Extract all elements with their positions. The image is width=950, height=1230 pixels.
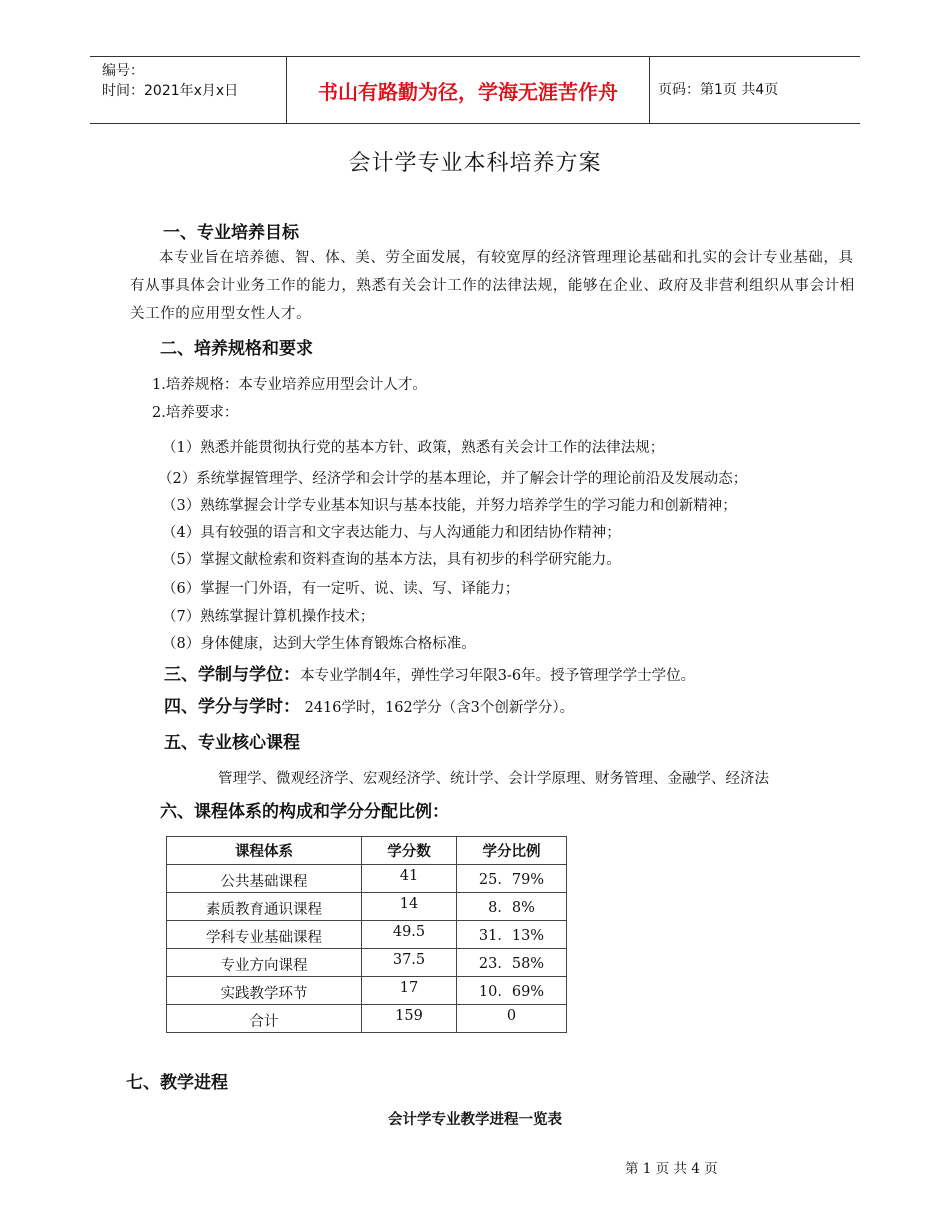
table-header-row: [167, 837, 567, 865]
section3: [164, 661, 695, 690]
credit-value: 14: [362, 893, 457, 921]
section1-body: 本专业旨在培养德、智、体、美、劳全面发展，有较宽厚的经济管理理论基础和扎实的会计专业基础，具有从事具体会计业务工作的能力，熟悉有关会计工作的法律法规，能够在企业、政府及非营利组织从事会计相关工作的应用型女性人才。: [130, 250, 855, 322]
section2-req-label: 2.培养要求：: [152, 405, 239, 421]
credit-ratio: 31．13%: [457, 921, 567, 949]
column-header: 学分数: [362, 837, 457, 865]
section5-heading: 五、专业核心课程: [164, 733, 300, 753]
page-footer: 第 1 页 共 4 页: [625, 1161, 718, 1177]
credit-value: 37.5: [362, 949, 457, 977]
section3-body: 本专业学制4年，弹性学习年限3-6年。授予管理学学士学位。: [300, 668, 696, 684]
section4-heading: 四、学分与学时：: [164, 697, 300, 717]
header-motto: 书山有路勤为径，学海无涯苦作舟: [286, 57, 650, 123]
credit-ratio: 0: [457, 1005, 567, 1033]
number-label: 编号：: [102, 63, 144, 79]
credit-ratio: 8．8%: [457, 893, 567, 921]
section2-heading: 二、培养规格和要求: [160, 339, 313, 359]
course-category: 学科专业基础课程: [167, 921, 362, 949]
course-category: 公共基础课程: [167, 865, 362, 893]
section5-body: 管理学、微观经济学、宏观经济学、统计学、会计学原理、财务管理、金融学、经济法: [218, 771, 769, 787]
document-title: 会计学专业本科培养方案: [348, 151, 602, 176]
req-item-8: （8）身体健康，达到大学生体育锻炼合格标准。: [162, 636, 476, 652]
table-row: [167, 1005, 567, 1033]
table-row: [167, 893, 567, 921]
section2-spec: 1.培养规格：本专业培养应用型会计人才。: [152, 377, 427, 393]
table-row: [167, 865, 567, 893]
table-row: [167, 977, 567, 1005]
credit-ratio: 25．79%: [457, 865, 567, 893]
req-item-7: （7）熟练掌握计算机操作技术；: [162, 609, 375, 625]
schedule-table-title: 会计学专业教学进程一览表: [388, 1112, 562, 1128]
credit-value: 159: [362, 1005, 457, 1033]
course-category: 合计: [167, 1005, 362, 1033]
req-item-4: （4）具有较强的语言和文字表达能力、与人沟通能力和团结协作精神；: [162, 525, 621, 541]
section4-body: 2416学时，162学分（含3个创新学分）。: [300, 700, 575, 716]
header-meta: [102, 61, 238, 101]
credit-value: 49.5: [362, 921, 457, 949]
course-category: 实践教学环节: [167, 977, 362, 1005]
req-item-6: （6）掌握一门外语，有一定听、说、读、写、译能力；: [162, 581, 520, 597]
credit-value: 17: [362, 977, 457, 1005]
time-label: 时间：2021年x月x日: [102, 83, 239, 99]
credit-table: [166, 836, 567, 1033]
section4: [164, 693, 574, 722]
course-category: 素质教育通识课程: [167, 893, 362, 921]
section1-heading: 一、专业培养目标: [163, 223, 299, 243]
section6-heading: 六、课程体系的构成和学分分配比例：: [160, 802, 449, 822]
table-row: [167, 949, 567, 977]
table-row: [167, 921, 567, 949]
column-header: 学分比例: [457, 837, 567, 865]
credit-ratio: 23．58%: [457, 949, 567, 977]
page-header: [90, 56, 860, 124]
credit-value: 41: [362, 865, 457, 893]
section7-heading: 七、教学进程: [126, 1073, 228, 1093]
header-page-info: 页码：第1页 共4页: [658, 82, 779, 98]
req-item-2: （2）系统掌握管理学、经济学和会计学的基本理论，并了解会计学的理论前沿及发展动态；: [158, 471, 748, 487]
column-header: 课程体系: [167, 837, 362, 865]
credit-ratio: 10．69%: [457, 977, 567, 1005]
req-item-5: （5）掌握文献检索和资料查询的基本方法，具有初步的科学研究能力。: [162, 552, 621, 568]
course-category: 专业方向课程: [167, 949, 362, 977]
section3-heading: 三、学制与学位：: [164, 665, 300, 685]
req-item-1: （1）熟悉并能贯彻执行党的基本方针、政策，熟悉有关会计工作的法律法规；: [162, 440, 665, 456]
req-item-3: （3）熟练掌握会计学专业基本知识与基本技能，并努力培养学生的学习能力和创新精神；: [162, 498, 737, 514]
